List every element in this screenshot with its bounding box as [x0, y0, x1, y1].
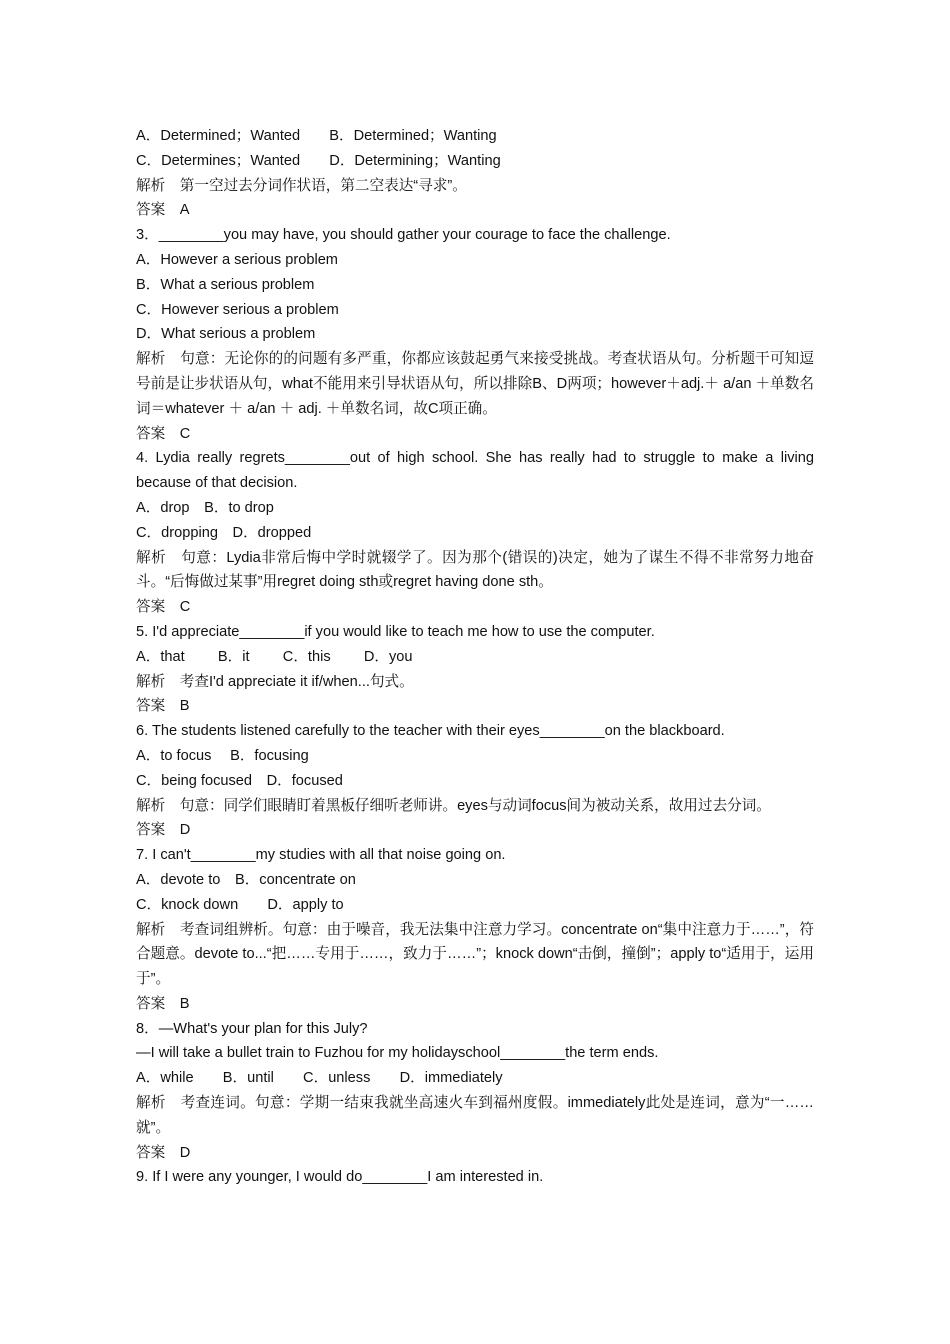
answer-line: 答案 D	[136, 822, 191, 839]
analysis-paragraph: 解析 考查连词。句意：学期一结束我就坐高速火车到福州度假。immediately此处是连词，意为“一……就”。	[136, 1095, 814, 1136]
question-line: 3．________you may have, you should gather your courage to face the challenge.	[136, 227, 671, 244]
option-line: B．What a serious problem	[136, 276, 315, 293]
option-line: A．while B．until C．unless D．immediately	[136, 1070, 503, 1087]
option-line: C．However serious a problem	[136, 301, 339, 318]
analysis-paragraph: 解析 考查词组辨析。句意：由于噪音，我无法集中注意力学习。concentrate on“集中注意力于……”，符合题意。devote to...“把……专用于……，致力于……”；knock down“击倒，撞倒”；apply to“适用于，运用于”。	[136, 921, 814, 988]
option-line: A．devote to B．concentrate on	[136, 871, 356, 888]
answer-line: 答案 A	[136, 202, 190, 219]
option-line: A．to focus B．focusing	[136, 747, 309, 764]
analysis-line: 解析 考查I'd appreciate it if/when...句式。	[136, 673, 414, 690]
option-line: D．What serious a problem	[136, 326, 316, 343]
answer-line: 答案 C	[136, 425, 191, 442]
option-line: A．However a serious problem	[136, 251, 338, 268]
analysis-paragraph: 解析 句意：Lydia非常后悔中学时就辍学了。因为那个(错误的)决定，她为了谋生不得不非常努力地奋斗。“后悔做过某事”用regret doing sth或regret having done sth。	[136, 549, 814, 591]
document-page	[136, 124, 814, 1190]
analysis-paragraph: 解析 句意：同学们眼睛盯着黑板仔细听老师讲。eyes与动词focus间为被动关系，故用过去分词。	[136, 797, 771, 814]
answer-line: 答案 B	[136, 995, 190, 1012]
option-line: C．dropping D．dropped	[136, 524, 312, 541]
answer-line: 答案 C	[136, 599, 191, 616]
option-line: A．that B．it C．this D．you	[136, 648, 413, 665]
analysis-line: 解析 第一空过去分词作状语，第二空表达“寻求”。	[136, 177, 467, 194]
option-line: C．being focused D．focused	[136, 772, 343, 789]
question-paragraph: 4. Lydia really regrets________out of high school. She has really had to struggle to make a living because of that decision.	[136, 450, 814, 492]
answer-line: 答案 B	[136, 698, 190, 715]
option-line: C．Determines；Wanted D．Determining；Wanting	[136, 152, 501, 169]
question-line: 9. If I were any younger, I would do________I am interested in.	[136, 1169, 544, 1186]
analysis-paragraph: 解析 句意：无论你的的问题有多严重，你都应该鼓起勇气来接受挑战。考查状语从句。分析题干可知逗号前是让步状语从句，what不能用来引导状语从句，所以排除B、D两项；however＋adj.＋ a/an ＋单数名词＝whatever ＋ a/an ＋ adj. ＋单数名词，故C项正确。	[136, 351, 814, 417]
question-line: 8．—What's your plan for this July?	[136, 1020, 368, 1037]
answer-line: 答案 D	[136, 1144, 191, 1161]
question-line: 5. I'd appreciate________if you would like to teach me how to use the computer.	[136, 623, 655, 640]
question-line: 6. The students listened carefully to the teacher with their eyes________on the blackboard.	[136, 723, 725, 740]
option-line: A．Determined；Wanted B．Determined；Wanting	[136, 128, 497, 144]
option-line: C．knock down D．apply to	[136, 896, 344, 913]
option-line: A．drop B．to drop	[136, 499, 274, 516]
question-line: 7. I can't________my studies with all that noise going on.	[136, 847, 506, 864]
question-line: —I will take a bullet train to Fuzhou for my holidayschool________the term ends.	[136, 1045, 659, 1062]
